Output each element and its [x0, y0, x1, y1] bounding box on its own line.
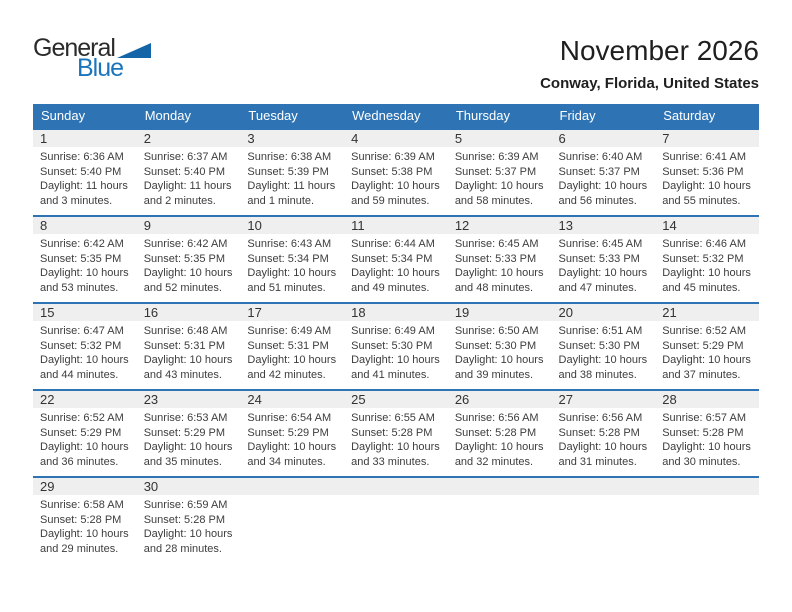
day-details — [240, 147, 344, 208]
empty-day-cell — [344, 476, 448, 563]
sunset-text: Sunset: 5:37 PM — [558, 165, 640, 178]
daylight-text: Daylight: 10 hours and 35 minutes. — [143, 441, 233, 468]
week-row-2 — [33, 215, 759, 302]
sunrise-text: Sunrise: 6:42 AM — [143, 238, 228, 250]
week-row-5 — [33, 476, 759, 563]
sunrise-text: Sunrise: 6:37 AM — [143, 151, 228, 163]
sunset-text: Sunset: 5:40 PM — [40, 165, 122, 178]
sunrise-text: Sunrise: 6:58 AM — [40, 499, 124, 511]
daylight-text: Daylight: 10 hours and 41 minutes. — [351, 354, 440, 381]
sunset-text: Sunset: 5:32 PM — [662, 252, 744, 265]
sunrise-text: Sunrise: 6:52 AM — [40, 412, 124, 424]
sunrise-text: Sunrise: 6:47 AM — [40, 325, 124, 337]
daylight-text: Daylight: 10 hours and 31 minutes. — [558, 441, 648, 468]
sunrise-text: Sunrise: 6:41 AM — [662, 151, 746, 163]
sunset-text: Sunset: 5:32 PM — [40, 339, 122, 352]
sunset-text: Sunset: 5:30 PM — [351, 339, 433, 352]
title-block — [540, 36, 759, 92]
sunset-text: Sunset: 5:35 PM — [143, 252, 226, 265]
day-number: 5 — [448, 130, 552, 147]
weekday-header-sunday: Sunday — [33, 104, 137, 128]
day-number — [552, 478, 656, 495]
day-cell — [344, 389, 448, 476]
daylight-text: Daylight: 10 hours and 30 minutes. — [662, 441, 751, 468]
sunrise-text: Sunrise: 6:51 AM — [558, 325, 643, 337]
weekday-header-saturday: Saturday — [655, 104, 759, 128]
daylight-text: Daylight: 11 hours and 1 minute. — [247, 180, 336, 207]
day-number: 9 — [137, 217, 241, 234]
week-row-4 — [33, 389, 759, 476]
day-details — [448, 234, 552, 295]
day-details — [552, 234, 656, 295]
sunrise-text: Sunrise: 6:38 AM — [247, 151, 332, 163]
day-number: 28 — [655, 391, 759, 408]
sunset-text: Sunset: 5:39 PM — [247, 165, 329, 178]
day-number: 19 — [448, 304, 552, 321]
daylight-text: Daylight: 10 hours and 53 minutes. — [40, 267, 129, 294]
sunset-text: Sunset: 5:29 PM — [662, 339, 744, 352]
day-details — [344, 321, 448, 382]
day-details — [344, 408, 448, 469]
day-number: 8 — [33, 217, 137, 234]
empty-day-cell — [448, 476, 552, 563]
sunset-text: Sunset: 5:28 PM — [351, 426, 433, 439]
day-details — [137, 495, 241, 556]
sunrise-text: Sunrise: 6:40 AM — [558, 151, 643, 163]
day-details — [448, 321, 552, 382]
day-cell — [137, 215, 241, 302]
daylight-text: Daylight: 10 hours and 52 minutes. — [143, 267, 233, 294]
daylight-text: Daylight: 10 hours and 45 minutes. — [662, 267, 751, 294]
daylight-text: Daylight: 10 hours and 38 minutes. — [558, 354, 648, 381]
day-cell — [137, 302, 241, 389]
day-number — [655, 478, 759, 495]
day-cell — [137, 128, 241, 215]
sunset-text: Sunset: 5:30 PM — [454, 339, 537, 352]
day-number: 23 — [137, 391, 241, 408]
day-cell — [240, 215, 344, 302]
sunset-text: Sunset: 5:38 PM — [351, 165, 433, 178]
day-details — [240, 321, 344, 382]
day-details — [240, 234, 344, 295]
day-cell — [655, 302, 759, 389]
daylight-text: Daylight: 10 hours and 34 minutes. — [247, 441, 337, 468]
daylight-text: Daylight: 10 hours and 29 minutes. — [40, 528, 129, 555]
day-cell — [240, 128, 344, 215]
sunset-text: Sunset: 5:35 PM — [40, 252, 122, 265]
sunrise-text: Sunrise: 6:39 AM — [454, 151, 539, 163]
day-cell — [655, 215, 759, 302]
day-cell — [33, 215, 137, 302]
sunrise-text: Sunrise: 6:45 AM — [558, 238, 643, 250]
day-details — [344, 147, 448, 208]
day-details — [655, 234, 759, 295]
day-details — [240, 408, 344, 469]
weekday-header-friday: Friday — [552, 104, 656, 128]
day-number: 18 — [344, 304, 448, 321]
sunrise-text: Sunrise: 6:56 AM — [558, 412, 643, 424]
day-number: 12 — [448, 217, 552, 234]
day-cell — [655, 128, 759, 215]
day-number: 11 — [344, 217, 448, 234]
week-row-3 — [33, 302, 759, 389]
day-number: 22 — [33, 391, 137, 408]
weekday-header-wednesday: Wednesday — [344, 104, 448, 128]
day-number: 10 — [240, 217, 344, 234]
daylight-text: Daylight: 10 hours and 48 minutes. — [454, 267, 544, 294]
sunrise-text: Sunrise: 6:53 AM — [143, 412, 228, 424]
day-details — [137, 321, 241, 382]
general-blue-logo — [33, 36, 151, 81]
daylight-text: Daylight: 10 hours and 28 minutes. — [143, 528, 233, 555]
sunrise-text: Sunrise: 6:57 AM — [662, 412, 746, 424]
day-number — [448, 478, 552, 495]
weekday-header-monday: Monday — [137, 104, 241, 128]
day-cell — [448, 215, 552, 302]
sunrise-text: Sunrise: 6:43 AM — [247, 238, 332, 250]
sunset-text: Sunset: 5:28 PM — [558, 426, 640, 439]
daylight-text: Daylight: 10 hours and 33 minutes. — [351, 441, 440, 468]
sunrise-text: Sunrise: 6:48 AM — [143, 325, 228, 337]
day-cell — [552, 389, 656, 476]
sunset-text: Sunset: 5:28 PM — [143, 513, 226, 526]
day-cell — [552, 302, 656, 389]
empty-day-cell — [552, 476, 656, 563]
sunrise-text: Sunrise: 6:50 AM — [454, 325, 539, 337]
daylight-text: Daylight: 10 hours and 47 minutes. — [558, 267, 648, 294]
day-details — [33, 495, 137, 556]
day-number: 3 — [240, 130, 344, 147]
sunrise-text: Sunrise: 6:39 AM — [351, 151, 435, 163]
sunset-text: Sunset: 5:28 PM — [40, 513, 122, 526]
sunrise-text: Sunrise: 6:49 AM — [351, 325, 435, 337]
day-number: 27 — [552, 391, 656, 408]
day-number: 2 — [137, 130, 241, 147]
day-cell — [552, 128, 656, 215]
day-details — [552, 147, 656, 208]
sunrise-text: Sunrise: 6:56 AM — [454, 412, 539, 424]
day-cell — [448, 128, 552, 215]
calendar-table — [33, 104, 759, 563]
weekday-header-tuesday: Tuesday — [240, 104, 344, 128]
day-details — [33, 234, 137, 295]
day-details — [655, 147, 759, 208]
logo-general-text: General — [33, 34, 115, 62]
sunrise-text: Sunrise: 6:54 AM — [247, 412, 332, 424]
weekday-header-row — [33, 104, 759, 128]
daylight-text: Daylight: 10 hours and 58 minutes. — [454, 180, 544, 207]
daylight-text: Daylight: 10 hours and 43 minutes. — [143, 354, 233, 381]
day-cell — [33, 302, 137, 389]
daylight-text: Daylight: 10 hours and 42 minutes. — [247, 354, 337, 381]
sunrise-text: Sunrise: 6:42 AM — [40, 238, 124, 250]
day-number — [240, 478, 344, 495]
day-number: 20 — [552, 304, 656, 321]
daylight-text: Daylight: 10 hours and 39 minutes. — [454, 354, 544, 381]
day-number: 6 — [552, 130, 656, 147]
sunrise-text: Sunrise: 6:49 AM — [247, 325, 332, 337]
sunset-text: Sunset: 5:34 PM — [351, 252, 433, 265]
day-number: 24 — [240, 391, 344, 408]
day-cell — [448, 389, 552, 476]
sunrise-text: Sunrise: 6:52 AM — [662, 325, 746, 337]
day-cell — [344, 128, 448, 215]
daylight-text: Daylight: 10 hours and 44 minutes. — [40, 354, 129, 381]
day-details — [344, 234, 448, 295]
sunrise-text: Sunrise: 6:45 AM — [454, 238, 539, 250]
day-number: 30 — [137, 478, 241, 495]
day-number: 13 — [552, 217, 656, 234]
day-details — [137, 234, 241, 295]
sunrise-text: Sunrise: 6:46 AM — [662, 238, 746, 250]
sunset-text: Sunset: 5:31 PM — [247, 339, 329, 352]
day-details — [552, 321, 656, 382]
day-cell — [344, 302, 448, 389]
day-cell — [33, 476, 137, 563]
day-number: 17 — [240, 304, 344, 321]
day-details — [655, 321, 759, 382]
empty-day-cell — [655, 476, 759, 563]
day-number: 21 — [655, 304, 759, 321]
day-details — [137, 408, 241, 469]
daylight-text: Daylight: 10 hours and 56 minutes. — [558, 180, 648, 207]
week-row-1 — [33, 128, 759, 215]
daylight-text: Daylight: 11 hours and 3 minutes. — [40, 180, 128, 207]
page-header — [33, 36, 759, 92]
day-cell — [137, 476, 241, 563]
daylight-text: Daylight: 10 hours and 32 minutes. — [454, 441, 544, 468]
day-number: 29 — [33, 478, 137, 495]
day-number: 15 — [33, 304, 137, 321]
daylight-text: Daylight: 10 hours and 36 minutes. — [40, 441, 129, 468]
logo-blue-text: Blue — [77, 54, 124, 82]
day-number: 14 — [655, 217, 759, 234]
day-cell — [240, 302, 344, 389]
sunrise-text: Sunrise: 6:59 AM — [143, 499, 228, 511]
sunset-text: Sunset: 5:34 PM — [247, 252, 329, 265]
sunset-text: Sunset: 5:29 PM — [40, 426, 122, 439]
day-details — [137, 147, 241, 208]
sunset-text: Sunset: 5:31 PM — [143, 339, 226, 352]
sunset-text: Sunset: 5:33 PM — [558, 252, 640, 265]
day-details — [33, 321, 137, 382]
daylight-text: Daylight: 10 hours and 59 minutes. — [351, 180, 440, 207]
day-details — [448, 147, 552, 208]
sunrise-text: Sunrise: 6:36 AM — [40, 151, 124, 163]
day-cell — [33, 128, 137, 215]
sunset-text: Sunset: 5:36 PM — [662, 165, 744, 178]
day-cell — [344, 215, 448, 302]
daylight-text: Daylight: 10 hours and 55 minutes. — [662, 180, 751, 207]
sunset-text: Sunset: 5:29 PM — [247, 426, 329, 439]
day-cell — [448, 302, 552, 389]
day-details — [33, 147, 137, 208]
daylight-text: Daylight: 10 hours and 49 minutes. — [351, 267, 440, 294]
daylight-text: Daylight: 11 hours and 2 minutes. — [143, 180, 232, 207]
day-details — [552, 408, 656, 469]
weekday-header-thursday: Thursday — [448, 104, 552, 128]
day-number: 7 — [655, 130, 759, 147]
day-cell — [552, 215, 656, 302]
day-number: 26 — [448, 391, 552, 408]
day-details — [448, 408, 552, 469]
sunset-text: Sunset: 5:37 PM — [454, 165, 537, 178]
daylight-text: Daylight: 10 hours and 37 minutes. — [662, 354, 751, 381]
day-number: 1 — [33, 130, 137, 147]
sunrise-text: Sunrise: 6:55 AM — [351, 412, 435, 424]
sunset-text: Sunset: 5:40 PM — [143, 165, 226, 178]
sunset-text: Sunset: 5:33 PM — [454, 252, 537, 265]
day-details — [33, 408, 137, 469]
daylight-text: Daylight: 10 hours and 51 minutes. — [247, 267, 337, 294]
sunrise-text: Sunrise: 6:44 AM — [351, 238, 435, 250]
sunset-text: Sunset: 5:28 PM — [662, 426, 744, 439]
sunset-text: Sunset: 5:29 PM — [143, 426, 226, 439]
day-cell — [240, 389, 344, 476]
empty-day-cell — [240, 476, 344, 563]
day-details — [655, 408, 759, 469]
day-number: 4 — [344, 130, 448, 147]
calendar-body — [33, 128, 759, 563]
sunset-text: Sunset: 5:30 PM — [558, 339, 640, 352]
page-title: November 2026 — [559, 35, 759, 66]
day-number: 16 — [137, 304, 241, 321]
sunset-text: Sunset: 5:28 PM — [454, 426, 537, 439]
day-number — [344, 478, 448, 495]
day-cell — [33, 389, 137, 476]
page-subtitle: Conway, Florida, United States — [540, 75, 759, 92]
day-cell — [137, 389, 241, 476]
day-cell — [655, 389, 759, 476]
day-number: 25 — [344, 391, 448, 408]
